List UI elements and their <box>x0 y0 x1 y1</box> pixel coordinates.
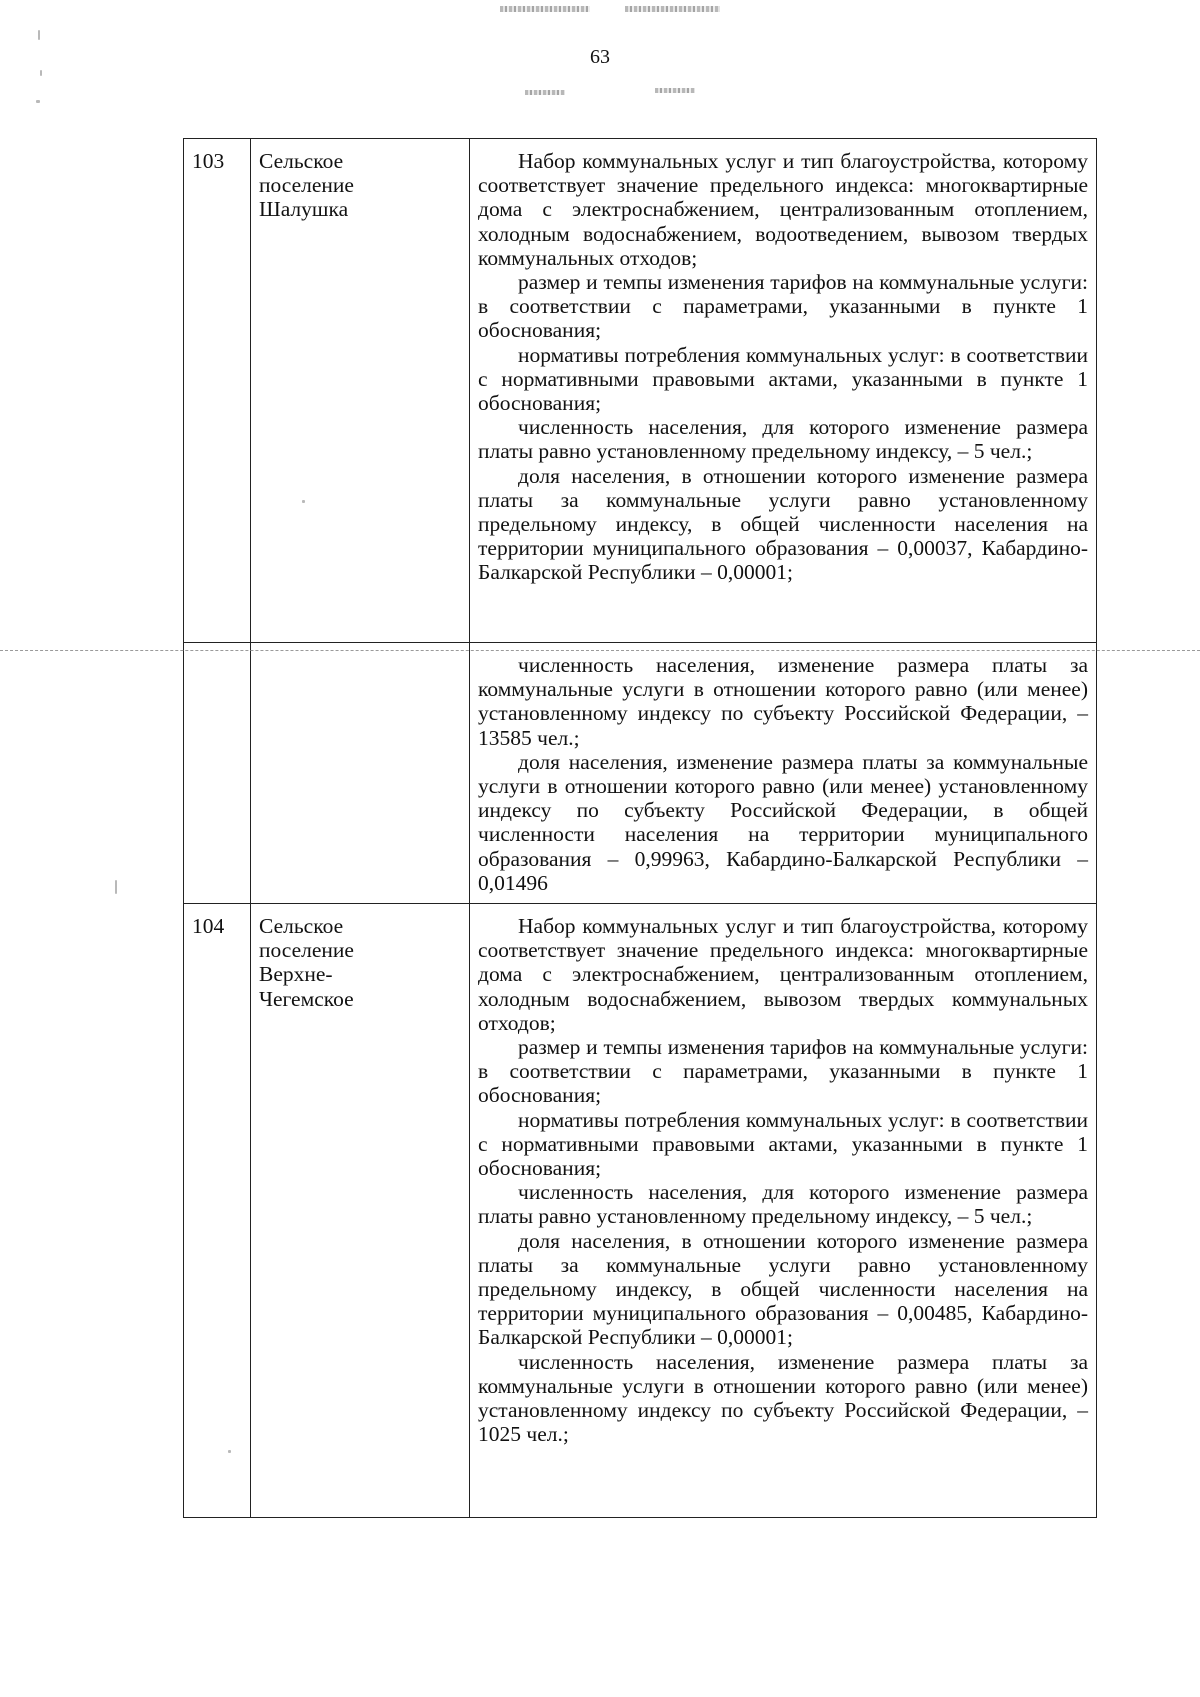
description-paragraph: Набор коммунальных услуг и тип благоустройства, которому соответствует значение предельного индекса: многоквартирные дома с электроснабжением, централизованным отоплением, холодным водоснабжением, водоотведением, вывозом твердых коммунальных отходов; <box>478 149 1088 270</box>
municipality-name-text: Сельское поселение Шалушка <box>259 149 354 222</box>
municipality-name-text: Сельское поселение Верхне- Чегемское <box>259 914 354 1011</box>
description-paragraph: численность населения, изменение размера платы за коммунальные услуги в отношении которого равно (или менее) установленному индексу по субъекту Российской Федерации, – 1025 чел.; <box>478 1349 1088 1447</box>
scan-artifact-mid-left <box>525 90 565 95</box>
table-row-continuation <box>184 643 1097 904</box>
description-paragraph: численность населения, изменение размера платы за коммунальные услуги в отношении которого равно (или менее) установленному индексу по субъекту Российской Федерации, – 13585 чел.; <box>478 653 1088 750</box>
description-paragraph: Набор коммунальных услуг и тип благоустройства, которому соответствует значение предельного индекса: многоквартирные дома с электроснабжением, централизованным отоплением, холодным водоснабжением, вывозом твердых коммунальных отходов; <box>478 914 1088 1035</box>
municipality-name-empty <box>251 643 470 904</box>
scan-artifact-top-right <box>625 6 720 12</box>
description-cell <box>470 904 1097 1518</box>
description-paragraph: численность населения, для которого изменение размера платы равно установленному предельному индексу, – 5 чел.; <box>478 1180 1088 1229</box>
description-paragraph: нормативы потребления коммунальных услуг: в соответствии с нормативными правовыми актами, указанными в пункте 1 обоснования; <box>478 342 1088 416</box>
description-cell <box>470 643 1097 904</box>
scan-artifact-top-left <box>500 6 590 12</box>
row-number: 103 <box>184 139 251 643</box>
description-paragraph: доля населения, в отношении которого изменение размера платы за коммунальные услуги равно установленному предельному индексу, в общей численности населения на территории муниципального образования – 0,00037, Кабардино-Балкарской Республики – 0,00001; <box>478 463 1088 585</box>
description-paragraph: доля населения, изменение размера платы за коммунальные услуги в отношении которого равно (или менее) установленному индексу по субъекту Российской Федерации, в общей численности населения на территории муниципального образования – 0,99963, Кабардино-Балкарской Республики – 0,01496 <box>478 749 1088 895</box>
scan-fold-line <box>0 650 1200 651</box>
scan-speck <box>36 100 40 103</box>
description-paragraph: размер и темпы изменения тарифов на коммунальные услуги: в соответствии с параметрами, указанными в пункте 1 обоснования; <box>478 1035 1088 1108</box>
description-cell <box>470 139 1097 643</box>
table-row <box>184 904 1097 1518</box>
description-paragraph: нормативы потребления коммунальных услуг: в соответствии с нормативными правовыми актами, указанными в пункте 1 обоснования; <box>478 1107 1088 1181</box>
row-number-empty <box>184 643 251 904</box>
scan-artifact-mid-right <box>655 88 695 93</box>
row-number: 104 <box>184 904 251 1518</box>
index-table <box>183 138 1097 1518</box>
description-paragraph: доля населения, в отношении которого изменение размера платы за коммунальные услуги равно установленному предельному индексу, в общей численности населения на территории муниципального образования – 0,00485, Кабардино-Балкарской Республики – 0,00001; <box>478 1228 1088 1350</box>
municipality-name <box>251 904 470 1518</box>
scan-speck <box>38 30 40 40</box>
description-paragraph: численность населения, для которого изменение размера платы равно установленному предельному индексу, – 5 чел.; <box>478 415 1088 464</box>
scan-speck <box>115 880 117 894</box>
page-number: 63 <box>590 46 610 68</box>
table-row <box>184 139 1097 643</box>
scan-speck <box>40 70 42 76</box>
municipality-name <box>251 139 470 643</box>
description-paragraph: размер и темпы изменения тарифов на коммунальные услуги: в соответствии с параметрами, указанными в пункте 1 обоснования; <box>478 270 1088 343</box>
